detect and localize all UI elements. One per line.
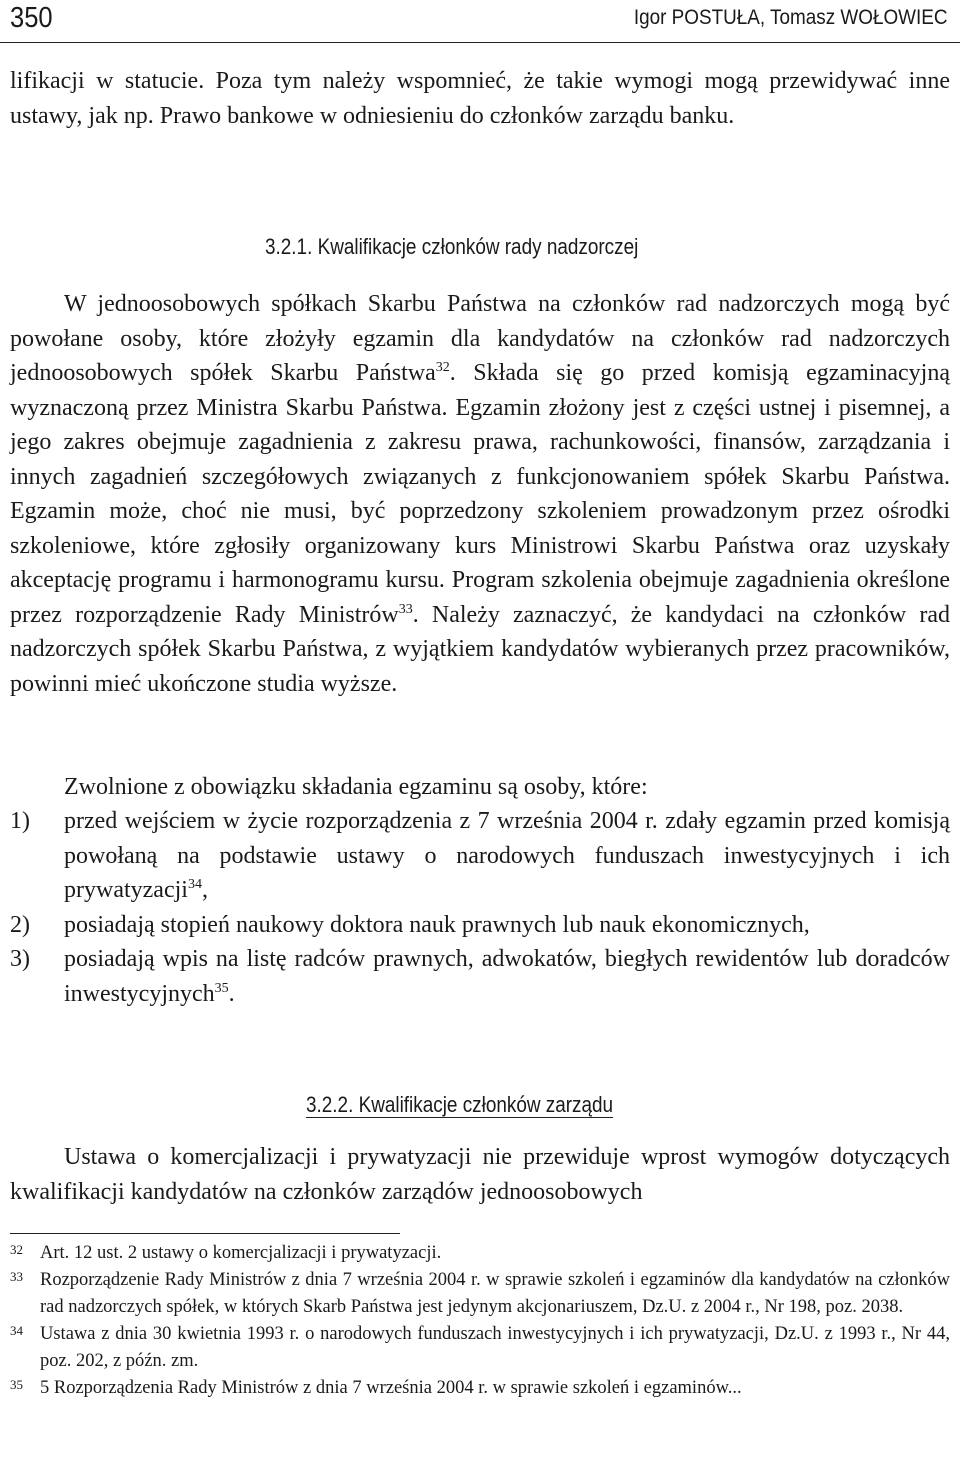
footnote-text: 5 Rozporządzenia Rady Ministrów z dnia 7 września 2004 r. w sprawie szkoleń i egzaminów...	[40, 1378, 742, 1398]
list-item-number: 1)	[10, 808, 30, 834]
list-item-body: przed wejściem w życie rozporządzenia z 7 września 2004 r. zdały egzamin przed komisją powołaną na podstawie ustawy o narodowych funduszach inwestycyjnych i ich prywatyzacji	[64, 808, 950, 903]
footnote-ref-33[interactable]: 33	[398, 601, 413, 617]
footnote-35	[10, 1375, 950, 1402]
footnote-ref-35[interactable]: 35	[214, 980, 229, 996]
footnote-separator	[10, 1233, 400, 1234]
footnotes	[10, 1240, 950, 1402]
list-item	[10, 908, 950, 943]
exemption-list	[10, 804, 950, 1011]
footnote-34	[10, 1321, 950, 1375]
section2-paragraph-1: Ustawa o komercjalizacji i prywatyzacji nie przewiduje wprost wymogów dotyczących kwalifikacji kandydatów na członków zarządów jednoosobowych	[10, 1144, 950, 1205]
footnote-ref-34[interactable]: 34	[187, 877, 202, 892]
footnote-text: Art. 12 ust. 2 ustawy o komercjalizacji i prywatyzacji.	[40, 1243, 442, 1263]
running-head-authors: Igor POSTUŁA, Tomasz WOŁOWIEC	[634, 6, 948, 29]
footnote-number: 32	[10, 1242, 23, 1257]
footnote-ref-32[interactable]: 32	[435, 360, 450, 375]
section1-paragraph-1	[10, 287, 950, 701]
footnote-number: 33	[10, 1269, 23, 1284]
page-number: 350	[10, 2, 53, 34]
section1-paragraph-1-text-b: . Składa się go przed komisją egzaminacyjną wyznaczoną przez Ministra Skarbu Państwa. Egzamin złożony jest z części ustnej i pisemnej, a jego zakres obejmuje zagadnienia z zakresu prawa, rachunkowości, finansów, zarządzania i innych zagadnień szczegółowych związanych z funkcjonowaniem spółek Skarbu Państwa. Egzamin może, choć nie musi, być poprzedzony szkoleniem prowadzonym przez ośrodki szkoleniowe, które zgłosiły organizowany kurs Ministrowi Skarbu Państwa oraz uzyskały akceptację programu i harmonogramu kursu. Program szkolenia obejmuje zagadnienia określone przez rozporządzenie Rady Ministrów	[10, 360, 950, 628]
footnote-number: 34	[10, 1323, 23, 1338]
footnote-text: Ustawa z dnia 30 kwietnia 1993 r. o narodowych funduszach inwestycyjnych i ich prywatyzacji, Dz.U. z 1993 r., Nr 44, poz. 202, z późn. zm.	[40, 1324, 950, 1371]
footnote-33	[10, 1267, 950, 1321]
page-header	[0, 0, 960, 43]
section-heading-3-2-2	[306, 1091, 613, 1119]
section1-paragraph-2: Zwolnione z obowiązku składania egzaminu są osoby, które:	[64, 774, 648, 800]
list-item-number: 3)	[10, 946, 30, 972]
list-item-text	[64, 804, 950, 908]
footnote-32	[10, 1240, 950, 1267]
list-item	[10, 804, 950, 908]
section-heading-3-2-2-text: 3.2.2. Kwalifikacje członków zarządu	[306, 1092, 614, 1117]
footnote-number: 35	[10, 1377, 23, 1392]
list-item-punct: .	[228, 980, 235, 1007]
intro-paragraph: lifikacji w statucie. Poza tym należy wspomnieć, że takie wymogi mogą przewidywać inne ustawy, jak np. Prawo bankowe w odniesieniu do członków zarządu banku.	[10, 68, 950, 129]
list-item-text: posiadają stopień naukowy doktora nauk prawnych lub nauk ekonomicznych,	[64, 911, 810, 938]
section1-paragraph-1-text-c: . Należy zaznaczyć, że kandydaci na członków rad nadzorczych spółek Skarbu Państwa, z wyjątkiem kandydatów wybieranych przez pracowników, powinni mieć ukończone studia wyższe.	[10, 601, 950, 697]
list-item-punct: ,	[201, 877, 208, 903]
list-item-number: 2)	[10, 911, 30, 938]
footnote-text: Rozporządzenie Rady Ministrów z dnia 7 września 2004 r. w sprawie szkoleń i egzaminów dla kandydatów na członków rad nadzorczych spółek, w których Skarb Państwa jest jedynym akcjonariuszem, Dz.U. z 2004 r., Nr 198, poz. 2038.	[40, 1270, 950, 1317]
section-heading-3-2-1: 3.2.1. Kwalifikacje członków rady nadzorczej	[265, 234, 639, 259]
list-item-body: posiadają wpis na listę radców prawnych, adwokatów, biegłych rewidentów lub doradców inwestycyjnych	[64, 946, 950, 1007]
list-item	[10, 942, 950, 1011]
section1-paragraph-1-text-a: W jednoosobowych spółkach Skarbu Państwa na członków rad nadzorczych mogą być powołane osoby, które złożyły egzamin dla kandydatów na członków rad nadzorczych jednoosobowych spółek Skarbu Państwa	[10, 291, 950, 386]
list-item-text	[64, 942, 950, 1011]
